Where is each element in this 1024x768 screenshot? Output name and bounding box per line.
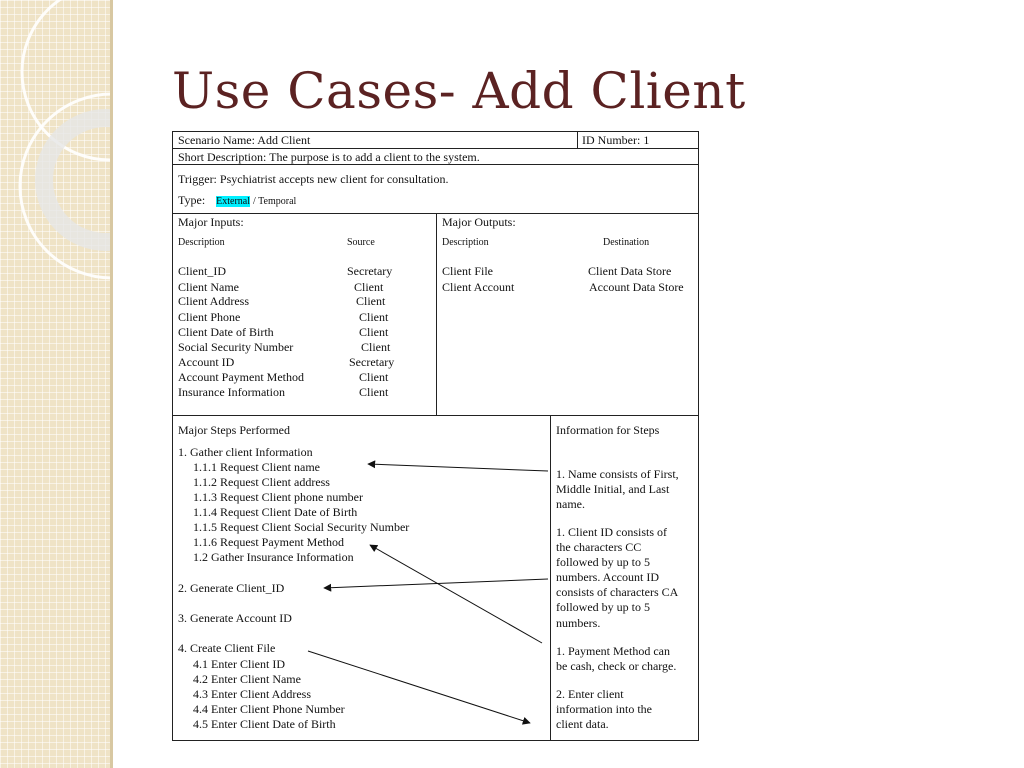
input-source: Client [359, 325, 389, 339]
arrow-payment-method-to-request-payment [370, 545, 542, 643]
step-line: 1.1.6 Request Payment Method [193, 535, 344, 549]
arrow-name-to-request-client-name [368, 464, 548, 471]
step-line: 3. Generate Account ID [178, 611, 292, 625]
input-description: Client Date of Birth [178, 325, 274, 339]
info-line: consists of characters CA [556, 585, 679, 599]
arrow-client-id-to-generate-client-id [324, 579, 548, 588]
scenario-name: Scenario Name: Add Client [178, 133, 311, 147]
input-source: Secretary [347, 264, 393, 278]
info-line: 1. Client ID consists of [556, 525, 667, 539]
type-label: Type: [178, 193, 206, 207]
input-description: Client_ID [178, 264, 226, 278]
input-description: Account Payment Method [178, 370, 304, 384]
input-source: Client [359, 370, 389, 384]
input-source: Client [361, 340, 391, 354]
short-description: Short Description: The purpose is to add a client to the system. [178, 150, 480, 164]
info-line: numbers. Account ID [556, 570, 659, 584]
connector-arrows [172, 131, 699, 741]
step-line: 1.1.1 Request Client name [193, 460, 320, 474]
step-line: 1. Gather client Information [178, 445, 313, 459]
step-line: 1.1.2 Request Client address [193, 475, 330, 489]
step-line: 1.1.5 Request Client Social Security Number [193, 520, 410, 534]
info-line: Middle Initial, and Last [556, 482, 670, 496]
output-destination: Account Data Store [589, 280, 684, 294]
info-line: 1. Payment Method can [556, 644, 670, 658]
step-line: 1.1.3 Request Client phone number [193, 490, 363, 504]
inputs-col-description: Description [178, 237, 225, 248]
type-temporal: / Temporal [253, 196, 297, 207]
input-source: Client [359, 310, 389, 324]
outputs-col-destination: Destination [603, 237, 650, 248]
info-line: the characters CC [556, 540, 642, 554]
info-line: 2. Enter client [556, 687, 624, 701]
major-steps-heading: Major Steps Performed [178, 423, 290, 437]
output-description: Client File [442, 264, 493, 278]
output-description: Client Account [442, 280, 515, 294]
outputs-col-description: Description [442, 237, 489, 248]
decorative-side-band [0, 0, 113, 768]
step-line: 4. Create Client File [178, 641, 276, 655]
step-line: 4.5 Enter Client Date of Birth [193, 717, 336, 731]
info-line: client data. [556, 717, 609, 731]
trigger: Trigger: Psychiatrist accepts new client for consultation. [178, 172, 449, 186]
input-description: Client Name [178, 280, 239, 294]
step-line: 2. Generate Client_ID [178, 581, 285, 595]
major-inputs-heading: Major Inputs: [178, 215, 244, 229]
step-line: 1.1.4 Request Client Date of Birth [193, 505, 358, 519]
inputs-col-source: Source [347, 237, 375, 248]
info-line: 1. Name consists of First, [556, 467, 679, 481]
input-source: Client [356, 294, 386, 308]
input-source: Client [354, 280, 384, 294]
input-source: Client [359, 385, 389, 399]
type-external-highlighted: External [216, 196, 251, 207]
input-description: Client Phone [178, 310, 241, 324]
input-source: Secretary [349, 355, 395, 369]
info-line: numbers. [556, 616, 601, 630]
input-description: Client Address [178, 294, 249, 308]
slide-title: Use Cases- Add Client [172, 62, 746, 120]
arrow-create-client-file-to-enter-client-info [308, 651, 530, 723]
major-outputs-heading: Major Outputs: [442, 215, 516, 229]
id-number: ID Number: 1 [582, 133, 650, 147]
decorative-circles [0, 0, 113, 768]
info-line: followed by up to 5 [556, 600, 650, 614]
input-description: Insurance Information [178, 385, 285, 399]
step-line: 1.2 Gather Insurance Information [193, 550, 354, 564]
info-line: information into the [556, 702, 652, 716]
input-description: Account ID [178, 355, 235, 369]
use-case-form [172, 131, 699, 741]
step-line: 4.4 Enter Client Phone Number [193, 702, 345, 716]
info-line: followed by up to 5 [556, 555, 650, 569]
info-line: be cash, check or charge. [556, 659, 677, 673]
output-destination: Client Data Store [588, 264, 672, 278]
step-line: 4.3 Enter Client Address [193, 687, 311, 701]
info-line: name. [556, 497, 585, 511]
input-description: Social Security Number [178, 340, 294, 354]
info-heading: Information for Steps [556, 423, 660, 437]
step-line: 4.1 Enter Client ID [193, 657, 285, 671]
step-line: 4.2 Enter Client Name [193, 672, 301, 686]
